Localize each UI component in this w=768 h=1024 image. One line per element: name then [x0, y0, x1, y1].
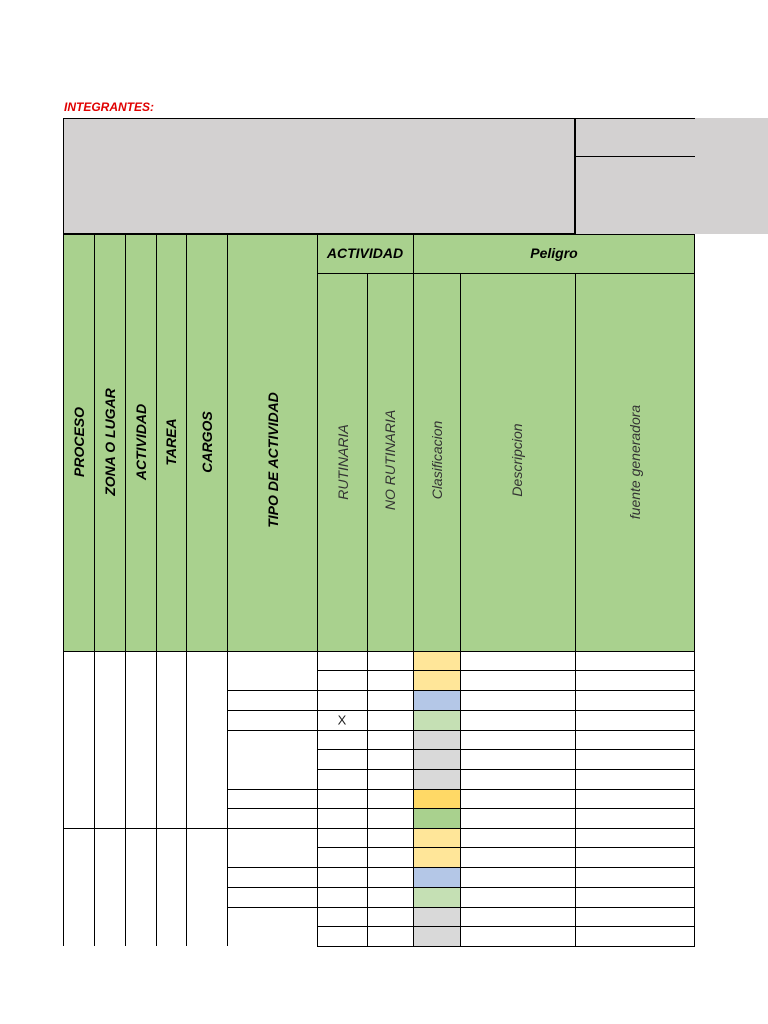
col-header-zona: ZONA O LUGAR — [102, 388, 118, 496]
grid-line — [317, 946, 695, 947]
grid-line — [156, 234, 157, 946]
col-header-tarea: TAREA — [163, 418, 179, 466]
col-header-no-rutinaria: NO RUTINARIA — [382, 409, 398, 511]
grid-line — [63, 828, 695, 829]
side-box-top-border — [575, 118, 695, 119]
grid-line — [227, 867, 695, 868]
col-header-cargos: CARGOS — [199, 411, 215, 473]
grid-line — [227, 907, 695, 908]
group-header-peligro: Peligro — [530, 245, 578, 261]
integrantes-side-box — [575, 118, 768, 234]
grid-line — [63, 651, 695, 652]
grid-line — [317, 670, 695, 671]
clasificacion-cell — [413, 887, 460, 907]
grid-line — [317, 749, 695, 750]
grid-line — [227, 808, 695, 809]
col-header-tipo: TIPO DE ACTIVIDAD — [265, 392, 281, 528]
grid-line — [186, 234, 187, 946]
col-header-descripcion: Descripcion — [509, 423, 525, 497]
clasificacion-cell — [413, 730, 460, 789]
clasificacion-cell — [413, 808, 460, 828]
grid-line — [227, 234, 228, 946]
grid-line — [94, 234, 95, 946]
grid-line — [227, 789, 695, 790]
grid-line — [227, 730, 695, 731]
grid-line — [317, 926, 695, 927]
grid-line — [317, 234, 318, 946]
col-header-fuente: fuente generadora — [627, 404, 643, 520]
grid-line — [460, 273, 461, 946]
grid-line — [317, 273, 695, 274]
grid-line — [63, 234, 695, 235]
grid-line — [575, 273, 576, 946]
col-header-actividad: ACTIVIDAD — [133, 403, 149, 481]
col-header-proceso: PROCESO — [71, 406, 87, 478]
grid-line — [63, 234, 64, 946]
grid-line — [413, 234, 414, 946]
col-header-rutinaria: RUTINARIA — [335, 424, 351, 500]
clasificacion-cell — [413, 710, 460, 730]
column-header-band — [63, 234, 695, 651]
grid-line — [694, 234, 695, 946]
grid-line — [227, 690, 695, 691]
clasificacion-cell — [413, 690, 460, 710]
grid-line — [317, 847, 695, 848]
grid-line — [227, 710, 695, 711]
grid-line — [367, 273, 368, 946]
group-header-actividad: ACTIVIDAD — [326, 245, 404, 261]
integrantes-label: INTEGRANTES: — [64, 100, 154, 114]
side-box-left-border — [575, 118, 576, 234]
integrantes-box — [63, 118, 575, 234]
grid-line — [227, 887, 695, 888]
side-box-mid-border — [575, 156, 695, 157]
grid-line — [125, 234, 126, 946]
clasificacion-cell — [413, 789, 460, 808]
col-header-clasificacion: Clasificacion — [429, 420, 445, 500]
rutinaria-mark: X — [337, 712, 347, 728]
grid-line — [317, 769, 695, 770]
clasificacion-cell — [413, 867, 460, 887]
